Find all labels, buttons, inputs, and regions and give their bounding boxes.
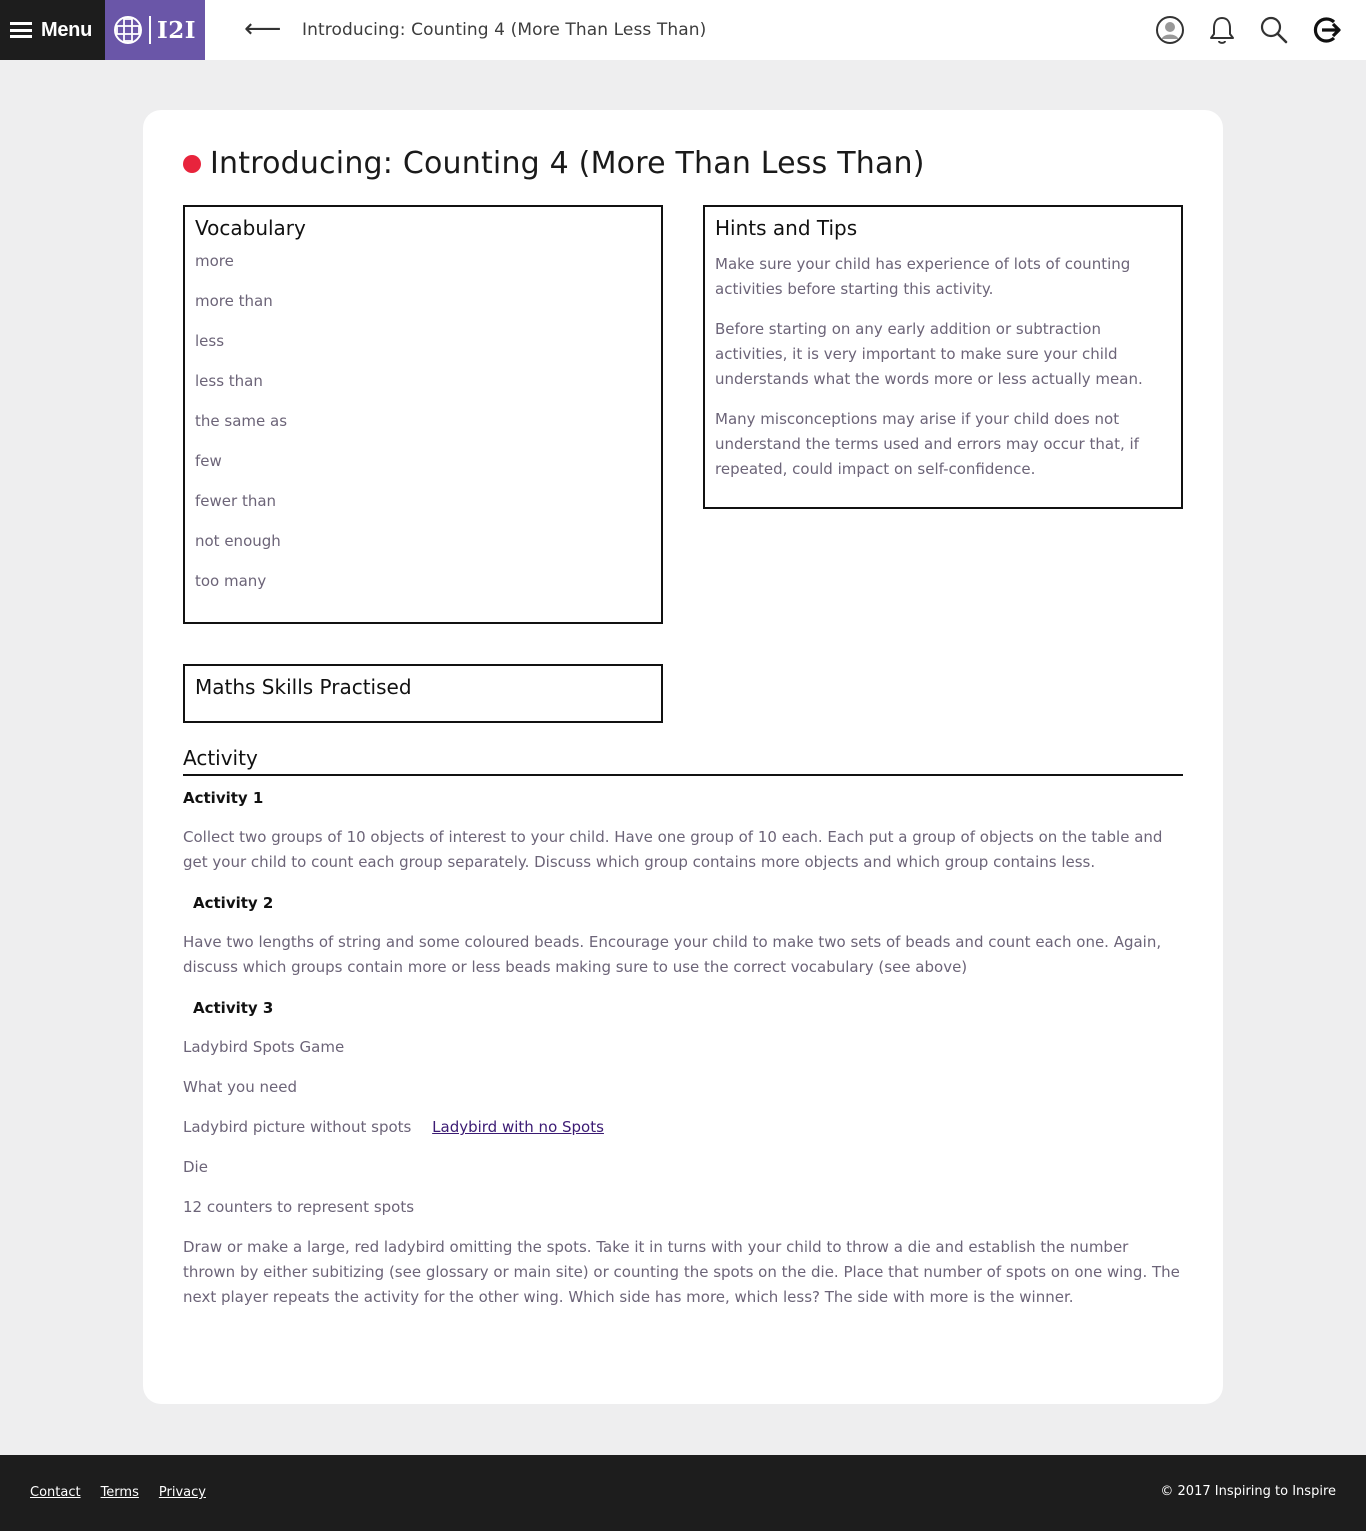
page-title-text: Introducing: Counting 4 (More Than Less Than) (210, 146, 925, 181)
game-title: Ladybird Spots Game (183, 1038, 345, 1056)
ladybird-link[interactable]: Ladybird with no Spots (432, 1118, 604, 1136)
vocabulary-title: Vocabulary (195, 216, 306, 240)
hints-box (703, 205, 1183, 509)
activity-3-title: Activity 3 (193, 999, 274, 1017)
counters-item: 12 counters to represent spots (183, 1198, 415, 1216)
logo-divider (149, 16, 151, 44)
logout-icon[interactable] (1310, 14, 1342, 46)
footer (0, 1455, 1366, 1531)
need-label: What you need (183, 1078, 297, 1096)
footer-link-contact[interactable]: Contact (30, 1485, 81, 1500)
header-title: Introducing: Counting 4 (More Than Less Than) (302, 20, 707, 40)
vocabulary-list (195, 252, 651, 612)
vocab-item: less (195, 332, 225, 350)
logo[interactable] (105, 0, 205, 60)
footer-links (30, 1485, 226, 1500)
status-dot-icon (183, 155, 201, 173)
vocabulary-box (183, 205, 663, 624)
search-icon[interactable] (1258, 14, 1290, 46)
vocab-item: fewer than (195, 492, 277, 510)
back-arrow-icon[interactable]: ⟵ (244, 14, 282, 44)
user-icon[interactable] (1154, 14, 1186, 46)
emblem-icon (113, 15, 143, 45)
menu-button[interactable] (0, 0, 105, 60)
hint-paragraph: Make sure your child has experience of lots of counting activities before starting this activity. (715, 255, 1131, 298)
picture-label: Ladybird picture without spots (183, 1118, 412, 1136)
skills-box (183, 664, 663, 723)
copyright: © 2017 Inspiring to Inspire (1160, 1484, 1336, 1499)
activity-2-title: Activity 2 (193, 894, 274, 912)
vocab-item: not enough (195, 532, 281, 550)
picture-line (183, 1115, 1183, 1140)
activity-1-text: Collect two groups of 10 objects of interest to your child. Have one group of 10 each. Each put a group of objects on the table and get your child to count each group separately. Discuss which group contains more objects and which group contains less. (183, 828, 1163, 871)
footer-link-terms[interactable]: Terms (100, 1485, 139, 1500)
hamburger-icon (10, 22, 32, 38)
bell-icon[interactable] (1206, 14, 1238, 46)
activity-1-title: Activity 1 (183, 789, 264, 807)
content-card (143, 110, 1223, 1404)
header-actions (1134, 14, 1342, 46)
vocab-item: few (195, 452, 222, 470)
game-instructions: Draw or make a large, red ladybird omitting the spots. Take it in turns with your child to throw a die and establish the number thrown by either subitizing (see glossary or main site) or counting the spots on the die. Place that number of spots on one wing. The next player repeats the activity for the other wing. Which side has more, which less? The side with more is the winner. (183, 1238, 1180, 1306)
hints-title: Hints and Tips (715, 216, 858, 240)
vocab-item: more (195, 252, 234, 270)
die-item: Die (183, 1158, 208, 1176)
footer-link-privacy[interactable]: Privacy (158, 1485, 206, 1500)
hint-paragraph: Many misconceptions may arise if your child does not understand the terms used and errors may occur that, if repeated, could impact on self-confidence. (715, 410, 1139, 478)
logo-text: I2I (157, 16, 197, 44)
hint-paragraph: Before starting on any early addition or subtraction activities, it is very important to make sure your child understands what the words more or less actually mean. (715, 320, 1143, 388)
menu-label: Menu (41, 18, 93, 41)
activity-2-text: Have two lengths of string and some coloured beads. Encourage your child to make two sets of beads and count each one. Again, discuss which groups contain more or less beads making sure to use the correct vocabulary (see above) (183, 933, 1162, 976)
top-bar (0, 0, 1366, 60)
vocab-item: the same as (195, 412, 288, 430)
page-title (183, 146, 925, 181)
skills-title: Maths Skills Practised (195, 675, 412, 699)
vocab-item: less than (195, 372, 263, 390)
activity-heading: Activity (183, 746, 1183, 776)
vocab-item: more than (195, 292, 273, 310)
vocab-item: too many (195, 572, 267, 590)
